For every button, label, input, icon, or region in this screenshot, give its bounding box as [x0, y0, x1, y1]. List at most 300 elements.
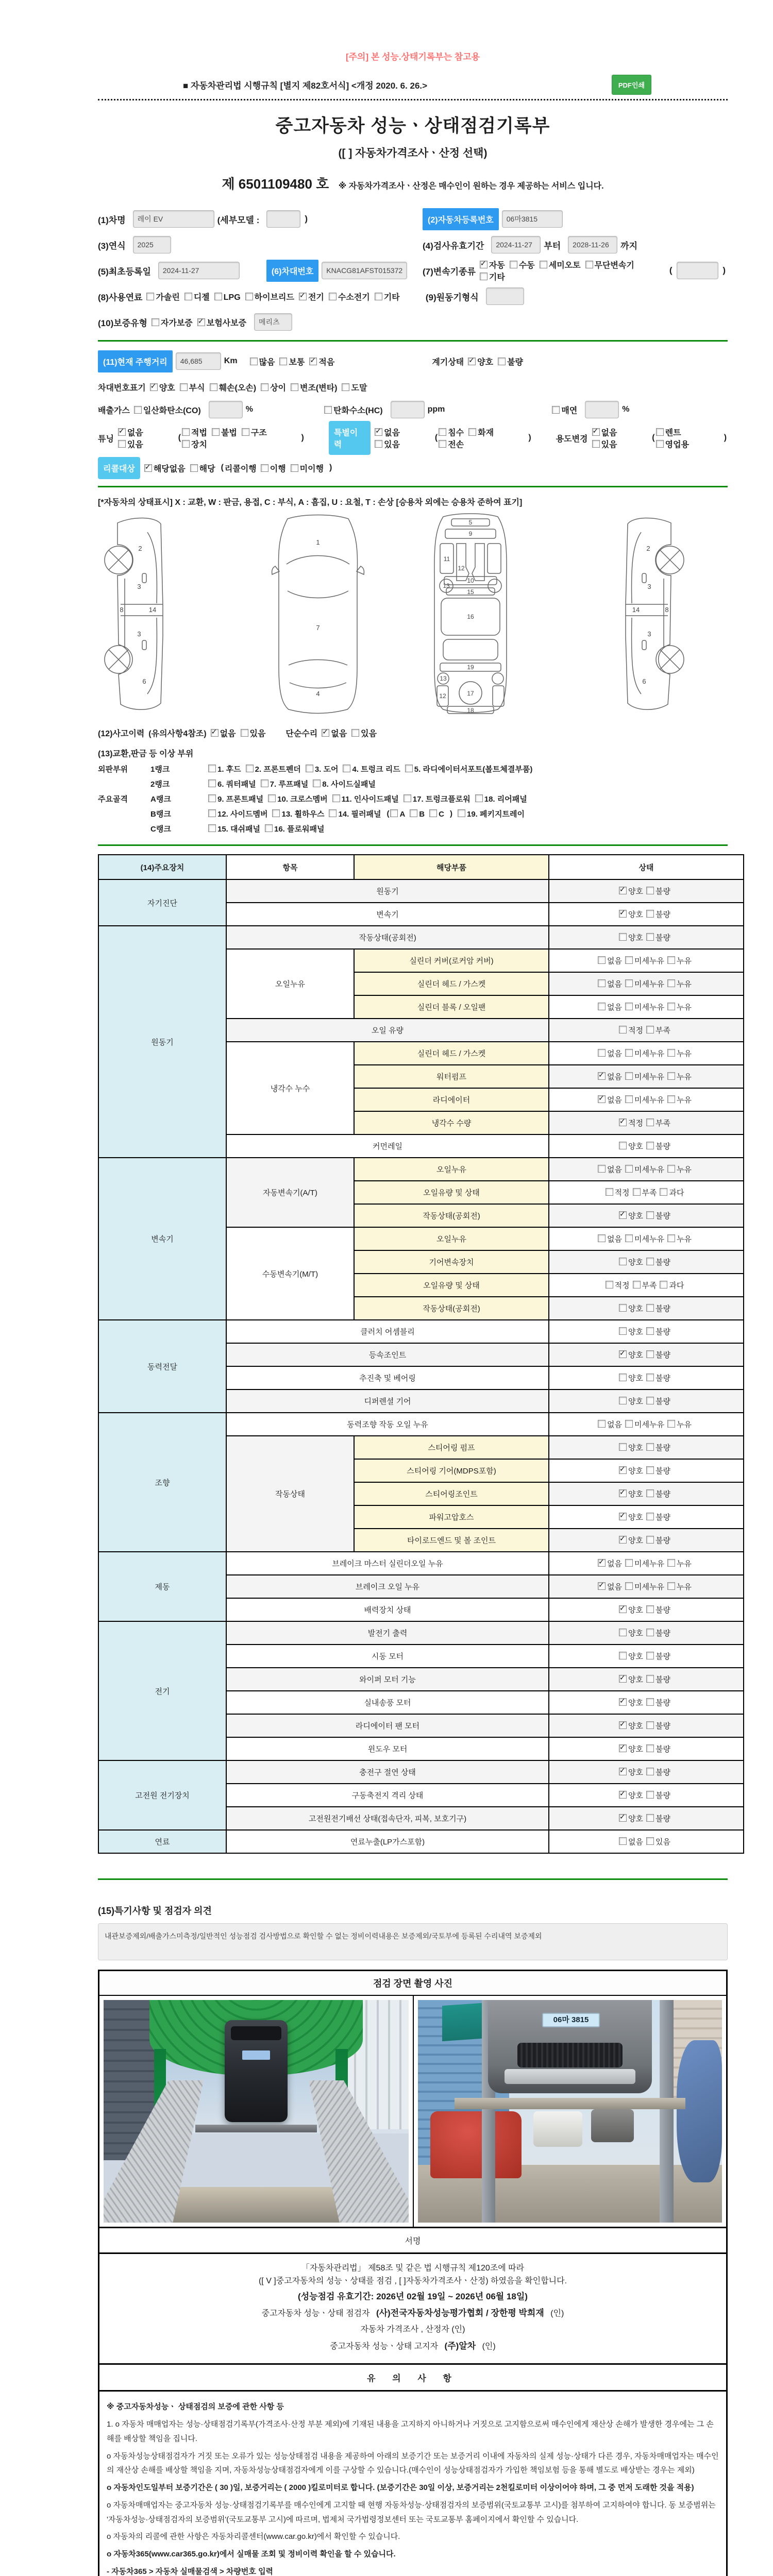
checkbox-option[interactable]: [429, 810, 444, 819]
checkbox[interactable]: [197, 318, 205, 326]
checkbox-option[interactable]: [152, 319, 193, 328]
checkbox-option[interactable]: [242, 429, 267, 437]
checkbox-option[interactable]: [404, 795, 470, 804]
checkbox[interactable]: [261, 779, 268, 787]
checkbox[interactable]: [667, 956, 675, 964]
emission-smoke-field[interactable]: [585, 401, 619, 418]
emission-co-field[interactable]: [209, 401, 243, 418]
checkbox-option[interactable]: [598, 1165, 622, 1174]
checkbox[interactable]: [667, 1049, 675, 1057]
checkbox[interactable]: [646, 1118, 654, 1126]
checkbox-option[interactable]: [646, 887, 670, 896]
checkbox[interactable]: [619, 1489, 627, 1497]
checkbox-option[interactable]: [646, 1745, 670, 1754]
checkbox-option-checked[interactable]: [150, 384, 175, 393]
checkbox[interactable]: [598, 1582, 606, 1590]
checkbox-option-checked[interactable]: [322, 730, 347, 738]
checkbox-option[interactable]: [619, 1838, 643, 1846]
checkbox-option-checked[interactable]: [619, 1212, 643, 1221]
checkbox-option[interactable]: [375, 440, 400, 449]
checkbox-option-checked[interactable]: [619, 1815, 643, 1823]
checkbox-option[interactable]: [585, 261, 634, 270]
checkbox[interactable]: [633, 1281, 641, 1289]
checkbox[interactable]: [660, 1188, 667, 1196]
checkbox[interactable]: [660, 1281, 667, 1289]
checkbox[interactable]: [118, 428, 126, 436]
checkbox[interactable]: [619, 933, 627, 941]
checkbox[interactable]: [667, 1582, 675, 1590]
checkbox-option[interactable]: [306, 765, 339, 774]
checkbox-option[interactable]: [279, 358, 305, 367]
checkbox-option[interactable]: [313, 780, 376, 789]
checkbox[interactable]: [646, 1489, 654, 1497]
checkbox-option[interactable]: [619, 1397, 643, 1406]
checkbox-option[interactable]: [646, 1652, 670, 1661]
checkbox-option[interactable]: [439, 429, 464, 437]
checkbox[interactable]: [410, 809, 417, 817]
checkbox-option[interactable]: [180, 384, 205, 393]
checkbox-option[interactable]: [667, 1235, 692, 1244]
checkbox[interactable]: [324, 406, 332, 414]
checkbox-option[interactable]: [646, 1536, 670, 1545]
checkbox-option-checked[interactable]: [468, 358, 493, 367]
checkbox-option-checked[interactable]: [619, 1513, 643, 1522]
checkbox[interactable]: [619, 1466, 627, 1474]
checkbox[interactable]: [265, 824, 273, 832]
checkbox[interactable]: [246, 765, 254, 772]
emission-hc-field[interactable]: [391, 401, 425, 418]
checkbox[interactable]: [592, 440, 600, 448]
checkbox-option-checked[interactable]: [619, 1467, 643, 1476]
checkbox-option[interactable]: [660, 1281, 684, 1290]
checkbox-option[interactable]: [598, 1049, 622, 1058]
checkbox[interactable]: [351, 729, 359, 737]
checkbox[interactable]: [619, 1721, 627, 1729]
checkbox[interactable]: [250, 358, 258, 365]
checkbox-option[interactable]: [646, 1142, 670, 1151]
mileage-field[interactable]: 46,685: [176, 352, 221, 370]
checkbox-option[interactable]: [646, 1026, 670, 1035]
checkbox-option[interactable]: [208, 810, 267, 819]
checkbox-option[interactable]: [214, 293, 241, 302]
checkbox[interactable]: [619, 1397, 627, 1404]
checkbox[interactable]: [118, 440, 126, 448]
checkbox[interactable]: [619, 887, 627, 894]
checkbox-option-checked[interactable]: [619, 1536, 643, 1545]
checkbox[interactable]: [190, 464, 198, 472]
checkbox[interactable]: [458, 809, 465, 817]
checkbox[interactable]: [182, 440, 190, 448]
checkbox-option[interactable]: [332, 795, 399, 804]
checkbox-option[interactable]: [619, 1374, 643, 1383]
checkbox-option[interactable]: [646, 1513, 670, 1522]
checkbox-option[interactable]: [625, 1049, 664, 1058]
checkbox-option[interactable]: [646, 1212, 670, 1221]
checkbox-option[interactable]: [625, 1583, 664, 1591]
checkbox[interactable]: [619, 1768, 627, 1775]
checkbox-option[interactable]: [660, 1189, 684, 1197]
checkbox-option[interactable]: [625, 980, 664, 989]
checkbox[interactable]: [619, 1837, 627, 1845]
checkbox[interactable]: [261, 464, 268, 472]
checkbox-option[interactable]: [439, 440, 464, 449]
checkbox[interactable]: [667, 979, 675, 987]
checkbox-option-checked[interactable]: [619, 1606, 643, 1615]
checkbox[interactable]: [625, 1072, 633, 1080]
checkbox[interactable]: [210, 383, 217, 391]
checkbox-option[interactable]: [208, 780, 256, 789]
checkbox-option[interactable]: [646, 1768, 670, 1777]
checkbox[interactable]: [646, 1466, 654, 1474]
checkbox[interactable]: [598, 1095, 606, 1103]
checkbox-option-checked[interactable]: [375, 429, 400, 437]
checkbox[interactable]: [439, 428, 446, 436]
checkbox[interactable]: [667, 1072, 675, 1080]
checkbox[interactable]: [182, 428, 190, 436]
checkbox-option[interactable]: [633, 1281, 657, 1290]
checkbox-option[interactable]: [646, 1606, 670, 1615]
checkbox-option[interactable]: [598, 1003, 622, 1012]
checkbox-option[interactable]: [667, 1073, 692, 1081]
checkbox[interactable]: [606, 1281, 613, 1289]
checkbox-option[interactable]: [646, 1467, 670, 1476]
checkbox[interactable]: [646, 1397, 654, 1404]
checkbox-option-checked[interactable]: [619, 1745, 643, 1754]
checkbox[interactable]: [646, 1513, 654, 1520]
checkbox-option[interactable]: [351, 730, 377, 738]
checkbox[interactable]: [585, 261, 593, 268]
checkbox-option[interactable]: [324, 406, 383, 415]
checkbox-option[interactable]: [625, 1003, 664, 1012]
checkbox[interactable]: [646, 887, 654, 894]
checkbox[interactable]: [667, 1420, 675, 1428]
checkbox[interactable]: [646, 1791, 654, 1799]
checkbox-option-checked[interactable]: [619, 1768, 643, 1777]
checkbox[interactable]: [667, 1559, 675, 1567]
checkbox[interactable]: [619, 1304, 627, 1312]
checkbox[interactable]: [646, 1698, 654, 1706]
checkbox-option[interactable]: [667, 1165, 692, 1174]
checkbox-option[interactable]: [667, 980, 692, 989]
checkbox-option[interactable]: [619, 1629, 643, 1638]
transmission-etc-field[interactable]: [677, 262, 719, 279]
checkbox[interactable]: [212, 428, 220, 436]
checkbox[interactable]: [299, 293, 307, 300]
checkbox-option[interactable]: [667, 1003, 692, 1012]
checkbox[interactable]: [646, 1721, 654, 1729]
checkbox[interactable]: [625, 1165, 633, 1173]
checkbox-option[interactable]: [646, 910, 670, 919]
checkbox[interactable]: [313, 779, 321, 787]
checkbox[interactable]: [646, 1652, 654, 1659]
checkbox[interactable]: [646, 910, 654, 918]
checkbox-option[interactable]: [667, 1583, 692, 1591]
checkbox[interactable]: [619, 1142, 627, 1149]
checkbox-option[interactable]: [261, 384, 286, 393]
checkbox[interactable]: [619, 910, 627, 918]
checkbox-option[interactable]: [646, 1838, 670, 1846]
checkbox-option[interactable]: [118, 440, 143, 449]
checkbox[interactable]: [268, 794, 276, 802]
checkbox-option-checked[interactable]: [619, 1699, 643, 1707]
checkbox-option[interactable]: [291, 465, 324, 473]
checkbox[interactable]: [208, 794, 216, 802]
checkbox-option-checked[interactable]: [619, 910, 643, 919]
checkbox[interactable]: [646, 933, 654, 941]
checkbox[interactable]: [208, 779, 216, 787]
checkbox-option-checked[interactable]: [197, 319, 246, 328]
checkbox-option[interactable]: [246, 765, 301, 774]
checkbox[interactable]: [598, 1049, 606, 1057]
checkbox-option-checked[interactable]: [598, 1073, 622, 1081]
checkbox-option[interactable]: [646, 1791, 670, 1800]
checkbox-option[interactable]: [190, 465, 215, 473]
checkbox[interactable]: [646, 1605, 654, 1613]
checkbox[interactable]: [646, 1744, 654, 1752]
checkbox-option[interactable]: [329, 810, 381, 819]
checkbox-option-checked[interactable]: [598, 1096, 622, 1105]
inspection-to-field[interactable]: 2028-11-26: [568, 236, 617, 253]
checkbox[interactable]: [180, 383, 188, 391]
checkbox[interactable]: [667, 1234, 675, 1242]
checkbox[interactable]: [375, 440, 382, 448]
checkbox[interactable]: [656, 428, 664, 436]
checkbox[interactable]: [134, 406, 142, 414]
checkbox-option[interactable]: [646, 1815, 670, 1823]
checkbox[interactable]: [619, 1327, 627, 1335]
checkbox[interactable]: [598, 979, 606, 987]
checkbox-option-checked[interactable]: [598, 1583, 622, 1591]
checkbox-option[interactable]: [552, 406, 577, 415]
checkbox-option[interactable]: [656, 429, 681, 437]
checkbox-option[interactable]: [646, 1304, 670, 1313]
checkbox[interactable]: [592, 428, 600, 436]
checkbox-option[interactable]: [619, 934, 643, 942]
checkbox[interactable]: [208, 824, 216, 832]
checkbox-option[interactable]: [646, 1722, 670, 1731]
checkbox[interactable]: [272, 809, 280, 817]
checkbox-option[interactable]: [475, 795, 527, 804]
checkbox-option[interactable]: [619, 1258, 643, 1267]
checkbox-option[interactable]: [625, 1073, 664, 1081]
checkbox[interactable]: [619, 1675, 627, 1683]
checkbox[interactable]: [598, 956, 606, 964]
checkbox[interactable]: [598, 1072, 606, 1080]
checkbox-option[interactable]: [619, 1444, 643, 1452]
checkbox-option[interactable]: [291, 384, 337, 393]
checkbox-option[interactable]: [390, 810, 405, 819]
checkbox-option[interactable]: [646, 1328, 670, 1336]
checkbox[interactable]: [646, 1026, 654, 1033]
warranty-company-field[interactable]: 메리츠: [254, 313, 292, 331]
checkbox-option[interactable]: [646, 934, 670, 942]
checkbox-option[interactable]: [480, 273, 505, 282]
checkbox-option-checked[interactable]: [619, 1791, 643, 1800]
checkbox-option[interactable]: [410, 810, 425, 819]
checkbox[interactable]: [242, 428, 249, 436]
checkbox[interactable]: [475, 794, 483, 802]
checkbox[interactable]: [646, 1350, 654, 1358]
checkbox[interactable]: [598, 1165, 606, 1173]
checkbox[interactable]: [646, 1837, 654, 1845]
checkbox[interactable]: [625, 956, 633, 964]
checkbox-option[interactable]: [261, 780, 309, 789]
checkbox-option-checked[interactable]: [144, 465, 186, 473]
checkbox[interactable]: [468, 428, 476, 436]
checkbox[interactable]: [480, 261, 488, 268]
checkbox[interactable]: [619, 1026, 627, 1033]
checkbox-option[interactable]: [208, 765, 241, 774]
checkbox-option[interactable]: [146, 293, 179, 302]
checkbox-option[interactable]: [619, 1652, 643, 1661]
checkbox-option[interactable]: [667, 1049, 692, 1058]
checkbox-option[interactable]: [667, 1096, 692, 1105]
checkbox[interactable]: [598, 1559, 606, 1567]
checkbox-option[interactable]: [208, 795, 263, 804]
checkbox[interactable]: [646, 1814, 654, 1822]
checkbox[interactable]: [211, 729, 219, 737]
checkbox-option[interactable]: [619, 1328, 643, 1336]
checkbox[interactable]: [214, 293, 222, 300]
checkbox[interactable]: [329, 809, 337, 817]
checkbox-option-checked[interactable]: [299, 293, 324, 302]
first-registration-field[interactable]: 2024-11-27: [158, 262, 240, 279]
checkbox[interactable]: [619, 1652, 627, 1659]
checkbox-option[interactable]: [342, 384, 367, 393]
checkbox-option[interactable]: [646, 1629, 670, 1638]
checkbox-option-checked[interactable]: [118, 429, 143, 437]
checkbox-option-checked[interactable]: [309, 358, 334, 367]
checkbox[interactable]: [646, 1629, 654, 1636]
checkbox[interactable]: [667, 1165, 675, 1173]
checkbox-option[interactable]: [498, 358, 523, 367]
checkbox[interactable]: [619, 1698, 627, 1706]
checkbox-option[interactable]: [261, 465, 286, 473]
checkbox-option-checked[interactable]: [619, 1722, 643, 1731]
checkbox[interactable]: [144, 464, 152, 472]
checkbox[interactable]: [146, 293, 154, 300]
checkbox[interactable]: [291, 464, 298, 472]
checkbox-option[interactable]: [625, 1096, 664, 1105]
checkbox[interactable]: [598, 1420, 606, 1428]
checkbox[interactable]: [152, 318, 159, 326]
checkbox[interactable]: [439, 440, 446, 448]
checkbox-option[interactable]: [646, 1675, 670, 1684]
checkbox-option[interactable]: [272, 810, 324, 819]
checkbox-option[interactable]: [619, 1026, 643, 1035]
checkbox-option[interactable]: [625, 1560, 664, 1568]
checkbox-option-checked[interactable]: [619, 1351, 643, 1360]
checkbox[interactable]: [619, 1744, 627, 1752]
checkbox-option[interactable]: [405, 765, 533, 774]
checkbox[interactable]: [625, 1420, 633, 1428]
checkbox[interactable]: [619, 1350, 627, 1358]
checkbox[interactable]: [646, 1374, 654, 1381]
checkbox[interactable]: [619, 1536, 627, 1544]
model-year-field[interactable]: 2025: [133, 236, 171, 253]
checkbox[interactable]: [619, 1211, 627, 1219]
checkbox-option[interactable]: [343, 765, 400, 774]
checkbox-option[interactable]: [656, 440, 689, 449]
checkbox-option[interactable]: [241, 730, 266, 738]
checkbox[interactable]: [245, 293, 253, 300]
checkbox[interactable]: [625, 1234, 633, 1242]
checkbox-option[interactable]: [598, 980, 622, 989]
checkbox[interactable]: [619, 1443, 627, 1451]
checkbox[interactable]: [405, 765, 413, 772]
checkbox[interactable]: [429, 809, 437, 817]
checkbox-option[interactable]: [633, 1189, 657, 1197]
checkbox-option-checked[interactable]: [619, 887, 643, 896]
checkbox-option[interactable]: [598, 1420, 622, 1429]
checkbox[interactable]: [667, 1095, 675, 1103]
checkbox[interactable]: [150, 383, 158, 391]
checkbox-option[interactable]: [210, 384, 256, 393]
checkbox-option[interactable]: [606, 1281, 630, 1290]
checkbox[interactable]: [342, 383, 349, 391]
checkbox[interactable]: [619, 1258, 627, 1265]
checkbox-option[interactable]: [625, 957, 664, 965]
checkbox[interactable]: [625, 1559, 633, 1567]
checkbox-option[interactable]: [182, 429, 207, 437]
checkbox[interactable]: [468, 358, 476, 365]
checkbox-option[interactable]: [268, 795, 327, 804]
checkbox-option[interactable]: [646, 1397, 670, 1406]
checkbox[interactable]: [619, 1605, 627, 1613]
vin-field[interactable]: KNACG81AFST015372: [322, 262, 407, 279]
checkbox[interactable]: [208, 765, 216, 772]
checkbox[interactable]: [332, 794, 340, 802]
checkbox[interactable]: [606, 1188, 613, 1196]
checkbox-option[interactable]: [212, 429, 237, 437]
checkbox[interactable]: [667, 1003, 675, 1010]
checkbox[interactable]: [480, 273, 488, 280]
checkbox-option[interactable]: [646, 1699, 670, 1707]
checkbox-option[interactable]: [250, 358, 275, 367]
checkbox[interactable]: [633, 1188, 641, 1196]
checkbox[interactable]: [646, 1536, 654, 1544]
checkbox-option[interactable]: [540, 261, 581, 270]
checkbox-option[interactable]: [598, 1235, 622, 1244]
checkbox[interactable]: [208, 809, 216, 817]
checkbox-option[interactable]: [245, 293, 294, 302]
checkbox[interactable]: [291, 383, 298, 391]
checkbox-option[interactable]: [598, 957, 622, 965]
checkbox[interactable]: [306, 765, 313, 772]
checkbox[interactable]: [646, 1142, 654, 1149]
checkbox[interactable]: [625, 1049, 633, 1057]
checkbox-option-checked[interactable]: [592, 429, 617, 437]
checkbox-option[interactable]: [510, 261, 535, 270]
checkbox[interactable]: [343, 765, 350, 772]
engine-type-field[interactable]: [486, 287, 524, 305]
checkbox-option[interactable]: [468, 429, 494, 437]
inspection-from-field[interactable]: 2024-11-27: [491, 236, 541, 253]
checkbox[interactable]: [619, 1118, 627, 1126]
checkbox-option[interactable]: [619, 1142, 643, 1151]
registration-number-field[interactable]: 06마3815: [502, 210, 563, 228]
checkbox[interactable]: [646, 1304, 654, 1312]
checkbox-option[interactable]: [182, 440, 207, 449]
checkbox-option[interactable]: [667, 1420, 692, 1429]
checkbox[interactable]: [646, 1443, 654, 1451]
checkbox[interactable]: [619, 1814, 627, 1822]
checkbox[interactable]: [646, 1675, 654, 1683]
checkbox-option-checked[interactable]: [211, 730, 236, 738]
checkbox[interactable]: [241, 729, 248, 737]
checkbox[interactable]: [279, 358, 287, 365]
checkbox[interactable]: [619, 1791, 627, 1799]
